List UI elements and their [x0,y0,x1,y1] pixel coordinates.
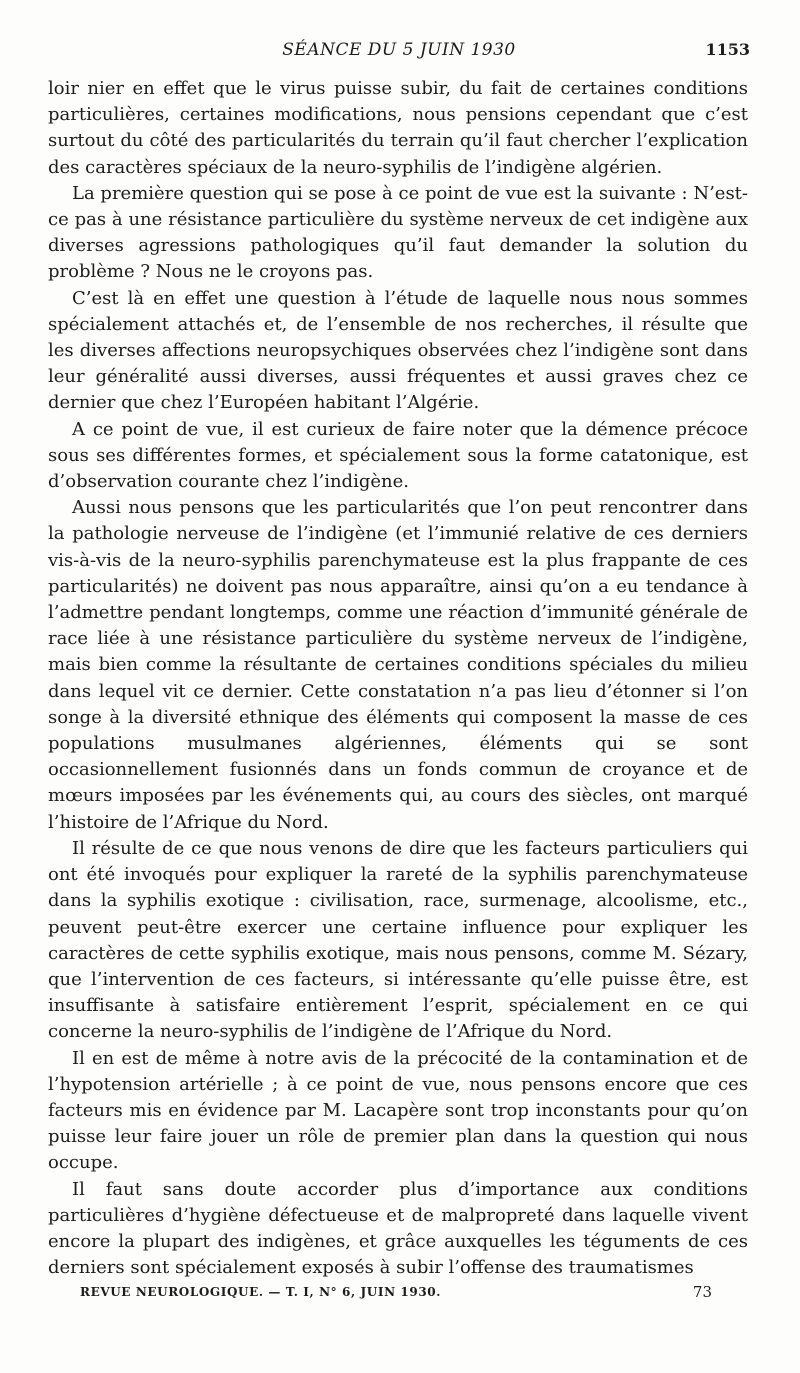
page-number: 1153 [705,40,750,59]
running-title: SÉANCE DU 5 JUIN 1930 [282,40,516,60]
paragraph: Aussi nous pensons que les particularités que l’on peut rencontrer dans la pathologie nerveuse de l’indigène (et l’immunié relative de ces derniers vis-à-vis de la neuro-syphilis parenchymateuse est la plus frappante de ces particularités) ne doivent pas nous apparaître, ainsi qu’on a eu tendance à l’admettre pendant longtemps, comme une réaction d’immunité générale de race liée à une résistance particulière du système nerveux de l’indigène, mais bien comme la résultante de certaines conditions spéciales du milieu dans lequel vit ce dernier. Cette constatation n’a pas lieu d’étonner si l’on songe à la diversité ethnique des éléments qui composent la masse de ces populations musulmanes algériennes, éléments qui se sont occasionnellement fusionnés dans un fonds commun de croyance et de mœurs imposées par les événements qui, au cours des siècles, ont marqué l’histoire de l’Afrique du Nord. [48,497,748,833]
paragraph: C’est là en effet une question à l’étude de laquelle nous nous sommes spécialement attachés et, de l’ensemble de nos recherches, il résulte que les diverses affections neuropsychiques observées chez l’indigène sont dans leur généralité aussi diverses, aussi fréquentes et aussi graves chez ce dernier que chez l’Européen habitant l’Algérie. [48,287,748,414]
page-footer [80,1283,712,1305]
paragraph: A ce point de vue, il est curieux de faire noter que la démence précoce sous ses différentes formes, et spécialement sous la forme catatonique, est d’observation courante chez l’indigène. [48,418,748,493]
signature-number: 73 [692,1283,712,1301]
paragraph: Il en est de même à notre avis de la précocité de la contamination et de l’hypotension artérielle ; à ce point de vue, nous pensons encore que ces facteurs mis en évidence par M. Lacapère sont trop inconstants pour qu’on puisse leur faire jouer un rôle de premier plan dans la question qui nous occupe. [48,1047,748,1174]
body-text [48,76,748,1281]
paragraph: Il faut sans doute accorder plus d’importance aux conditions particulières d’hygiène défectueuse et de malpropreté dans laquelle vivent encore la plupart des indigènes, et grâce auxquelles les téguments de ces derniers sont spécialement exposés à subir l’offense des traumatismes [48,1178,748,1279]
running-header [48,40,750,64]
paragraph: Il résulte de ce que nous venons de dire que les facteurs particuliers qui ont été invoqués pour expliquer la rareté de la syphilis parenchymateuse dans la syphilis exotique : civilisation, race, surmenage, alcoolisme, etc., peuvent peut-être exercer une certaine influence pour expliquer les caractères de cette syphilis exotique, mais nous pensons, comme M. Sézary, que l’intervention de ces facteurs, si intéressante qu’elle puisse être, est insuffisante à satisfaire entièrement l’esprit, spécialement en ce qui concerne la neuro-syphilis de l’indigène de l’Afrique du Nord. [48,837,748,1043]
paragraph: loir nier en effet que le virus puisse subir, du fait de certaines conditions particulières, certaines modifications, nous pensions cependant que c’est surtout du côté des particularités du terrain qu’il faut chercher l’explication des caractères spéciaux de la neuro-syphilis de l’indigène algérien. [48,78,748,178]
journal-citation: REVUE NEUROLOGIQUE. — T. I, N° 6, JUIN 1930. [80,1285,442,1299]
paragraph: La première question qui se pose à ce point de vue est la suivante : N’est-ce pas à une résistance particulière du système nerveux de cet indigène aux diverses agressions pathologiques qu’il faut demander la solution du problème ? Nous ne le croyons pas. [48,182,748,283]
